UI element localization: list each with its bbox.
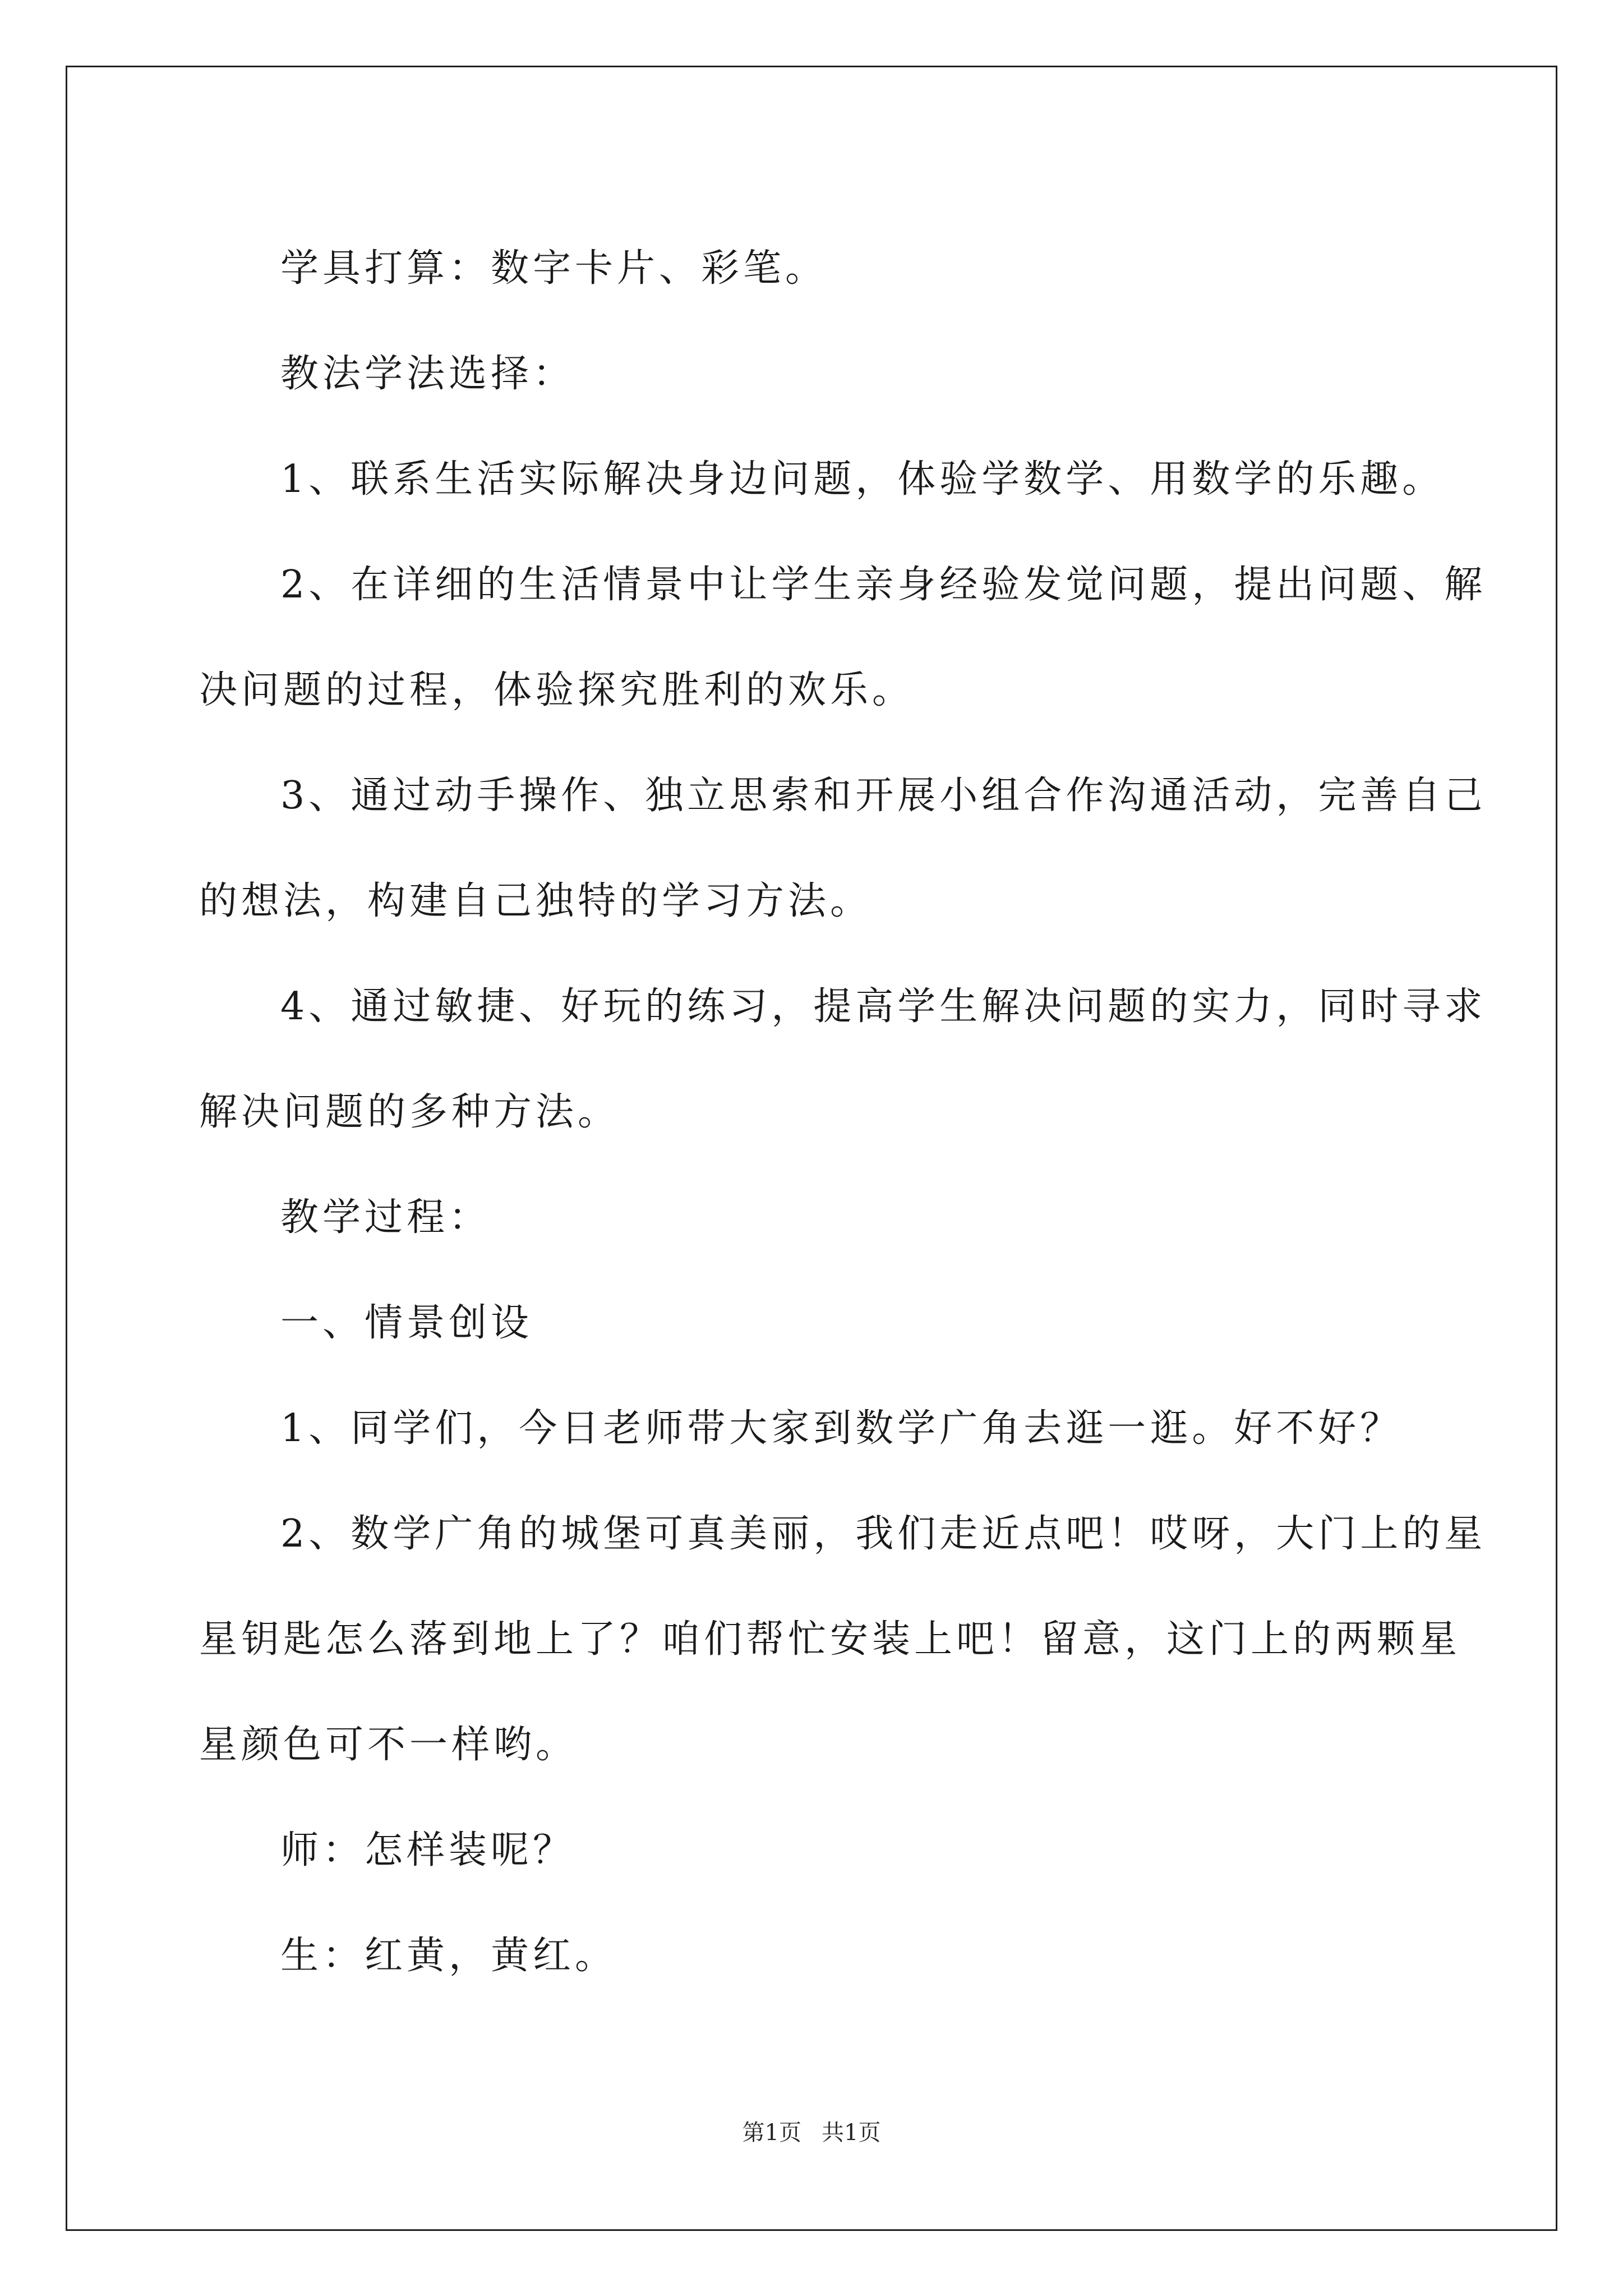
section-heading: 一、情景创设 — [280, 1301, 533, 1345]
paragraph-continuation: 星钥匙怎么落到地上了？咱们帮忙安装上吧！留意，这门上的两颗星 — [199, 1617, 1461, 1662]
paragraph: 3、通过动手操作、独立思索和开展小组合作沟通活动，完善自己 — [280, 774, 1487, 818]
section-heading: 教学过程： — [280, 1195, 491, 1240]
paragraph-continuation: 决问题的过程，体验探究胜利的欢乐。 — [199, 668, 915, 712]
paragraph: 教法学法选择： — [280, 352, 575, 396]
document-body — [199, 216, 1487, 2009]
paragraph: 1、同学们，今日老师带大家到数学广角去逛一逛。好不好？ — [280, 1406, 1403, 1451]
dialogue-line: 生：红黄，黄红。 — [280, 1934, 617, 1978]
paragraph-continuation: 的想法，构建自己独特的学习方法。 — [199, 879, 873, 923]
paragraph: 2、数学广角的城堡可真美丽，我们走近点吧！哎呀，大门上的星 — [280, 1512, 1487, 1556]
paragraph: 1、联系生活实际解决身边问题，体验学数学、用数学的乐趣。 — [280, 457, 1445, 501]
paragraph-continuation: 解决问题的多种方法。 — [199, 1090, 620, 1134]
paragraph: 学具打算：数字卡片、彩笔。 — [280, 246, 828, 291]
dialogue-line: 师：怎样装呢？ — [280, 1828, 575, 1872]
paragraph: 2、在详细的生活情景中让学生亲身经验发觉问题，提出问题、解 — [280, 563, 1487, 607]
page-footer — [0, 2115, 1623, 2147]
paragraph: 4、通过敏捷、好玩的练习，提高学生解决问题的实力，同时寻求 — [280, 984, 1487, 1029]
page-number: 第1页 — [742, 2120, 801, 2146]
page-total: 共1页 — [822, 2120, 881, 2146]
paragraph-continuation: 星颜色可不一样哟。 — [199, 1723, 578, 1767]
